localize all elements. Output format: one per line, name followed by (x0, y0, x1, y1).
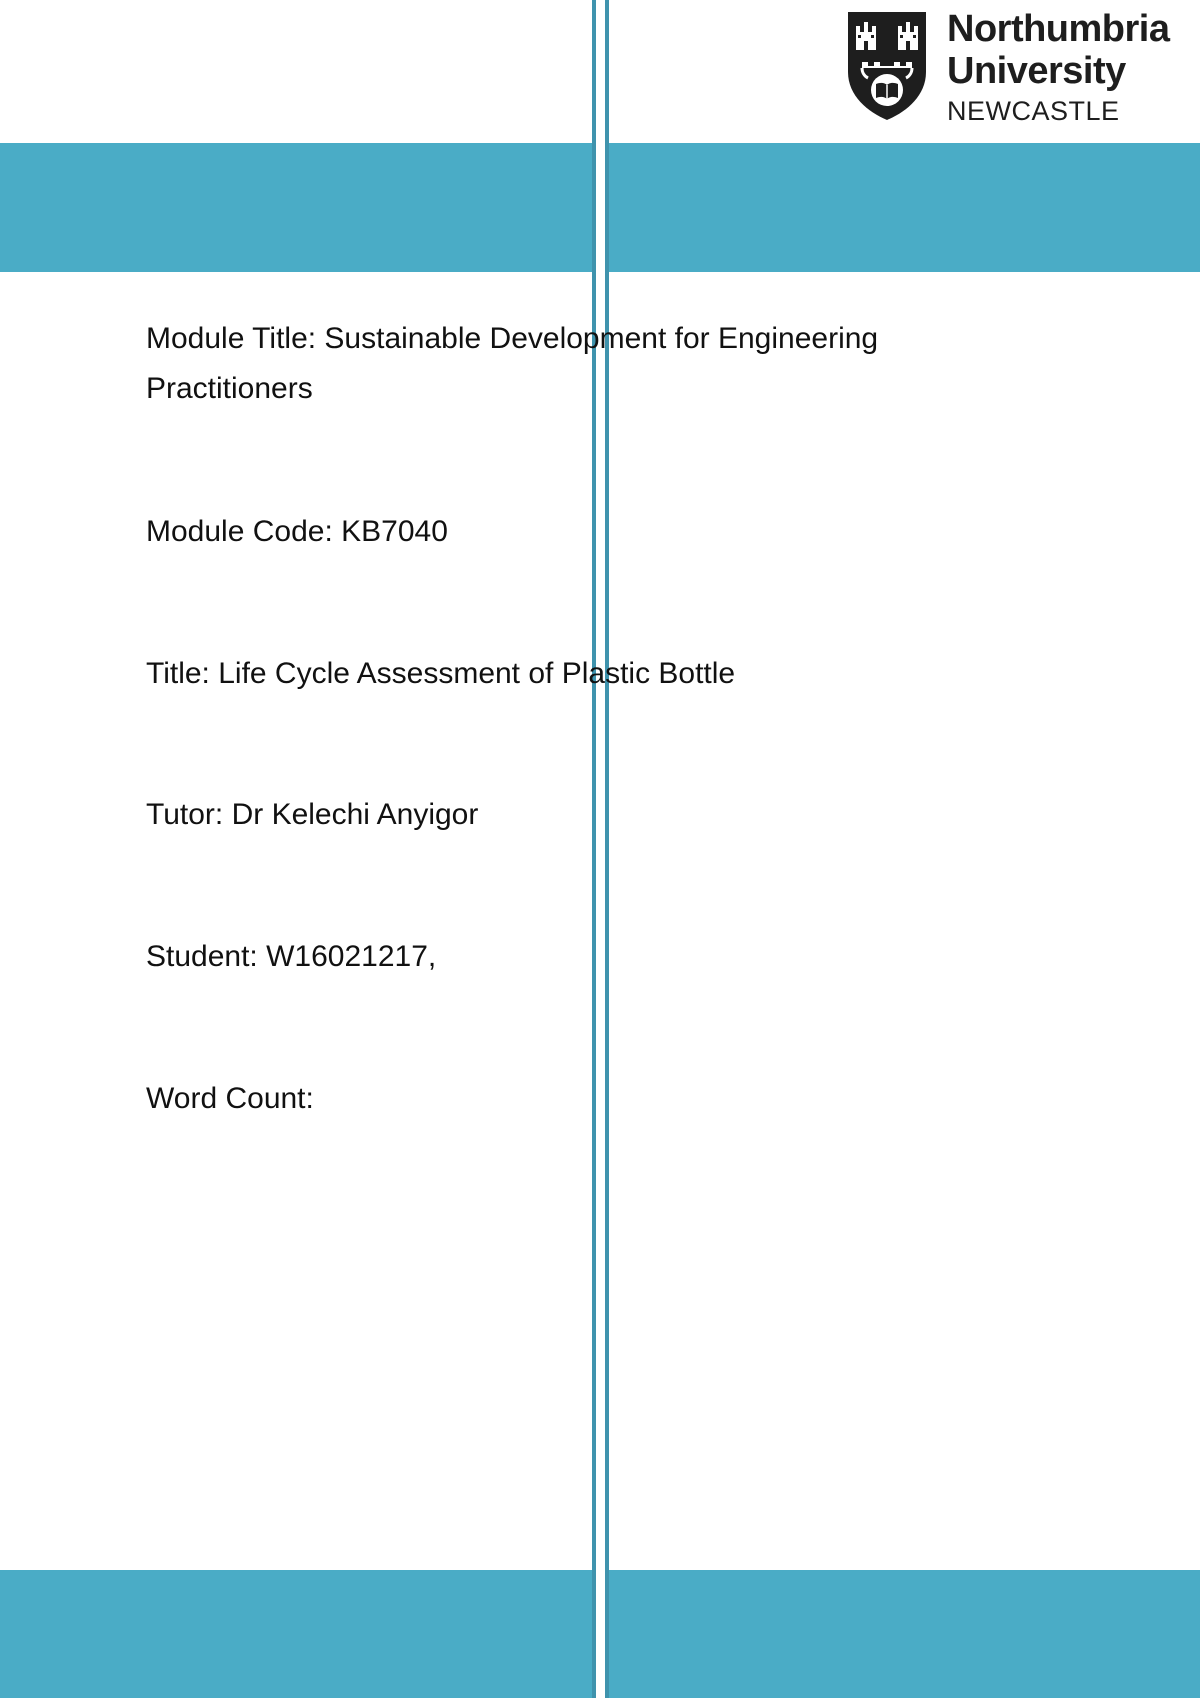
center-divider-right (605, 0, 609, 1698)
logo-line-university: University (947, 50, 1126, 92)
logo-wordmark (947, 10, 1170, 125)
student-id: Student: W16021217, (146, 940, 437, 973)
module-code: Module Code: KB7040 (146, 515, 448, 548)
university-logo (846, 10, 1186, 125)
word-count: Word Count: (146, 1082, 314, 1115)
center-divider-gap (596, 0, 605, 1698)
logo-line-northumbria: Northumbria (947, 8, 1170, 50)
module-title-line-2: Practitioners (146, 372, 313, 405)
assignment-title: Title: Life Cycle Assessment of Plastic Bottle (146, 657, 736, 690)
module-title-line-1: Module Title: Sustainable Development for Engineering (146, 322, 879, 355)
tutor-name: Tutor: Dr Kelechi Anyigor (146, 798, 479, 831)
shield-crest-icon (846, 10, 928, 122)
logo-line-newcastle: NEWCASTLE (947, 96, 1120, 126)
